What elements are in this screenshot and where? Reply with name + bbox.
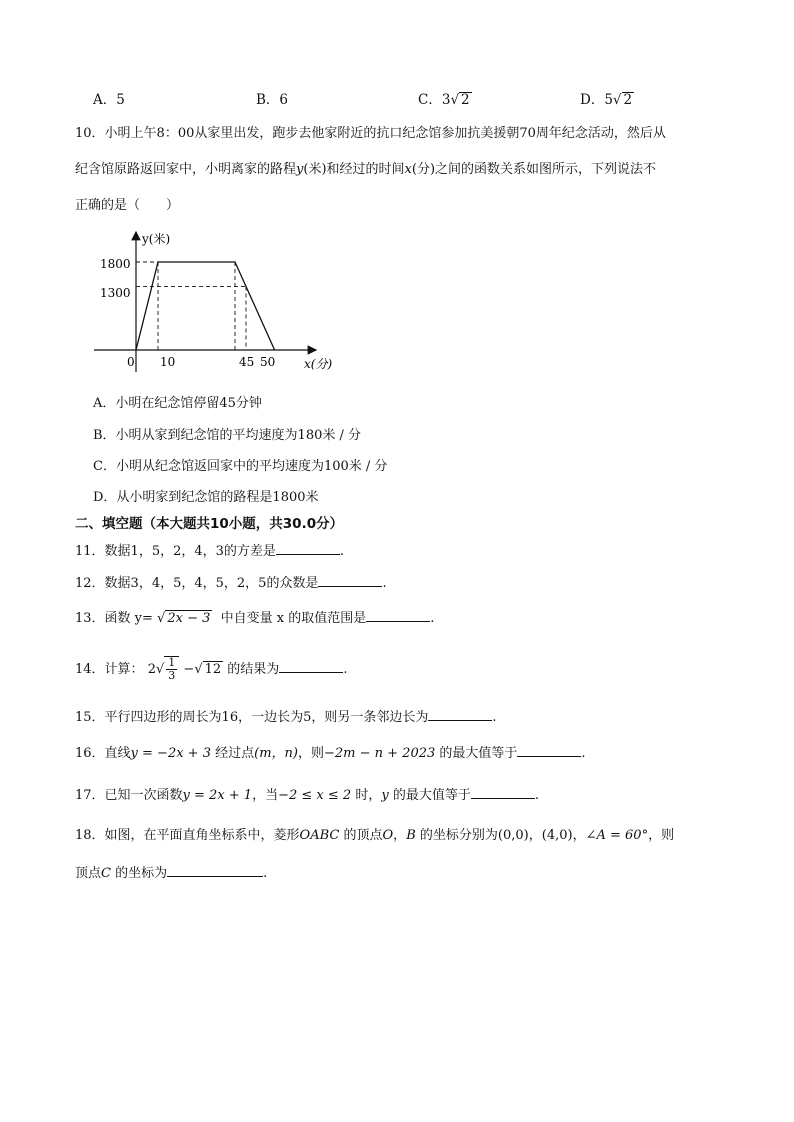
y-axis-label: y(米) bbox=[142, 232, 171, 246]
q18-line1: 18．如图，在平面直角坐标系中，菱形OABC 的顶点O，B 的坐标分别为(0,0)，(4,0)，∠A = 60°，则 bbox=[75, 828, 675, 843]
q9-option-c: C．3√ 2 bbox=[418, 92, 470, 108]
q16: 16．直线y = −2x + 3 经过点(m，n)，则−2m − n + 2023 的最大值等于 . bbox=[75, 742, 586, 764]
y-tick-1300: 1300 bbox=[100, 286, 131, 300]
q11: 11．数据1，5，2，4，3的方差是 . bbox=[75, 540, 344, 562]
q18-line2: 顶点C 的坐标为 . bbox=[75, 862, 267, 884]
answer-blank bbox=[318, 572, 382, 587]
q10-line3: 正确的是（ ） bbox=[75, 198, 180, 213]
q17: 17．已知一次函数y = 2x + 1，当−2 ≤ x ≤ 2 时，y 的最大值等于 . bbox=[75, 784, 539, 806]
q10-line1: 10．小明上午8：00从家里出发，跑步去他家附近的抗口纪念馆参加抗美援朝70周年纪念活动，然后从 bbox=[75, 126, 666, 141]
answer-blank bbox=[276, 540, 340, 555]
q10-option-d: D．从小明家到纪念馆的路程是1800米 bbox=[93, 490, 319, 505]
q14: 14．计算： 2√ $\frac{1}{3}$ −√ 12 的结果为 . bbox=[75, 656, 348, 682]
x-tick-50: 50 bbox=[260, 355, 276, 369]
q9-option-b: B．6 bbox=[256, 92, 289, 108]
y-tick-1800: 1800 bbox=[100, 257, 131, 271]
q9-option-d: D．5√ 2 bbox=[580, 92, 633, 108]
graph-line bbox=[136, 262, 275, 350]
q10-option-c: C．小明从纪念馆返回家中的平均速度为100米 / 分 bbox=[93, 459, 388, 474]
answer-blank bbox=[428, 706, 492, 721]
fraction: $\frac{1}{3}$ bbox=[168, 656, 176, 682]
section-heading: 二、填空题（本大题共10小题，共30.0分） bbox=[75, 516, 344, 532]
answer-blank bbox=[366, 607, 430, 622]
origin-label: 0 bbox=[127, 355, 135, 369]
answer-blank bbox=[471, 784, 535, 799]
q10-option-a: A．小明在纪念馆停留45分钟 bbox=[93, 396, 262, 411]
q10-line2: 纪含馆原路返回家中，小明离家的路程y(米)和经过的时间x(分)之间的函数关系如图所示，下列说法不 bbox=[75, 162, 657, 177]
answer-blank bbox=[167, 862, 263, 877]
q10-option-b: B．小明从家到纪念馆的平均速度为180米 / 分 bbox=[93, 428, 362, 443]
q12: 12．数据3，4，5，4，5，2，5的众数是 . bbox=[75, 572, 387, 594]
answer-blank bbox=[517, 742, 581, 757]
x-tick-10: 10 bbox=[160, 355, 176, 369]
x-tick-45: 45 bbox=[239, 355, 255, 369]
q9-option-a: A．5 bbox=[93, 92, 125, 108]
distance-time-graph bbox=[90, 226, 340, 376]
q15: 15．平行四边形的周长为16，一边长为5，则另一条邻边长为 . bbox=[75, 706, 497, 728]
x-axis-label: x(分) bbox=[304, 357, 333, 371]
q13: 13．函数 y= √ 2x − 3 中自变量 x 的取值范围是 . bbox=[75, 607, 434, 629]
dashed-guides bbox=[136, 262, 246, 350]
answer-blank bbox=[279, 658, 343, 673]
